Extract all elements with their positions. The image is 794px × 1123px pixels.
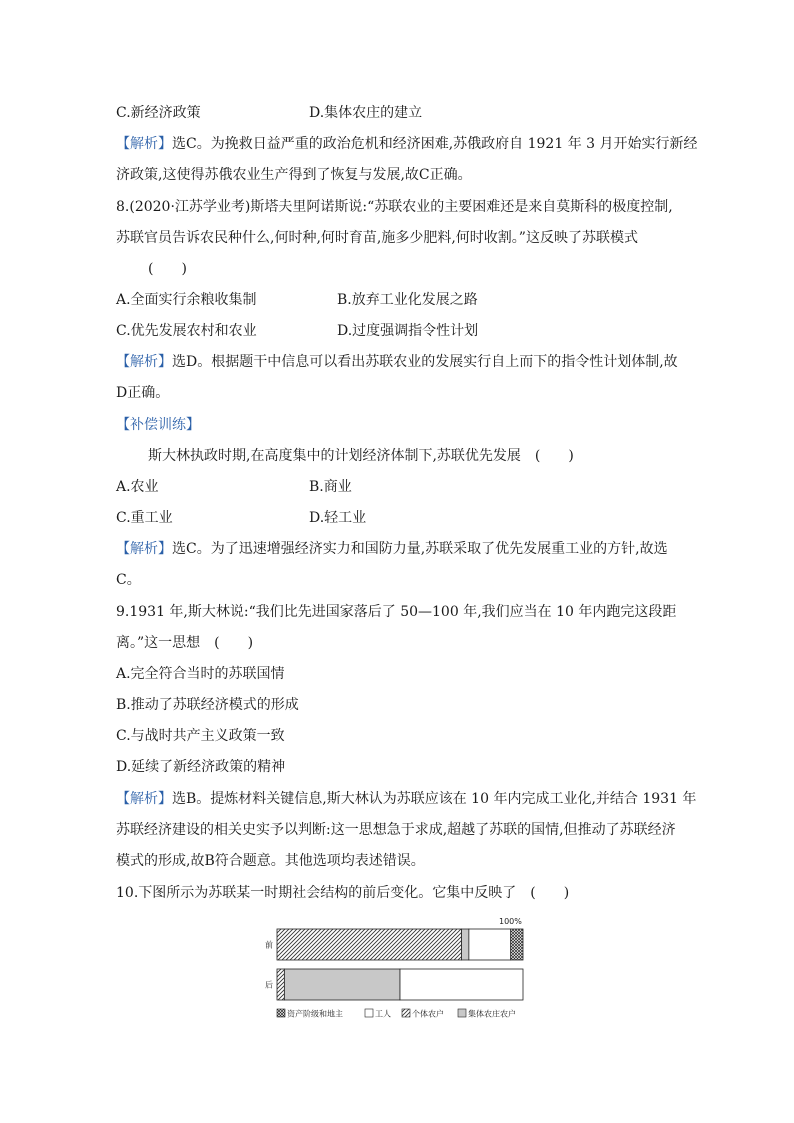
q8-stem-line2: 苏联官员告诉农民种什么,何时种,何时育苗,施多少肥料,何时收割。”这反映了苏联模式: [116, 230, 638, 246]
q10-stem: 10.下图所示为苏联某一时期社会结构的前后变化。它集中反映了 ( ): [116, 885, 570, 901]
category-label: 前: [265, 940, 273, 950]
bar-segment: [400, 969, 523, 1000]
q8-option-c: C.优先发展农村和农业: [116, 323, 257, 339]
q9-option-c: C.与战时共产主义政策一致: [116, 728, 285, 744]
analysis-tag: 【解析】: [116, 541, 172, 557]
top-percent-label: 100%: [499, 917, 522, 926]
analysis-tag: 【解析】: [116, 354, 172, 370]
category-label: 后: [265, 980, 273, 990]
analysis-text: 选B。提炼材料关键信息,斯大林认为苏联应该在 10 年内完成工业化,并结合 1931 年: [172, 791, 697, 807]
q9-analysis-line1: [116, 789, 696, 809]
chart-svg: [255, 915, 545, 1025]
q7-option-c: C.新经济政策: [116, 105, 201, 121]
q7-analysis-line1: [116, 134, 698, 154]
q9-stem-line1: 9.1931 年,斯大林说:“我们比先进国家落后了 50—100 年,我们应当在 10 年内跑完这段距: [116, 604, 677, 620]
supplement-option-d: D.轻工业: [309, 510, 367, 526]
q9-stem-line2: 离。”这一思想 ( ): [116, 635, 254, 651]
legend-swatch: [458, 1009, 466, 1017]
q8-analysis-line2: D正确。: [116, 385, 170, 401]
bar-segment: [511, 929, 523, 960]
q9-option-b: B.推动了苏联经济模式的形成: [116, 697, 299, 713]
q8-answer-blank: ( ): [148, 261, 187, 277]
legend-swatch: [277, 1009, 285, 1017]
supplement-option-a: A.农业: [116, 479, 159, 495]
supplement-analysis-line1: [116, 539, 668, 559]
bar-segment: [462, 929, 469, 960]
bar-segment: [284, 969, 400, 1000]
q8-analysis-line1: [116, 352, 678, 372]
legend-label: 资产阶级和地主: [287, 1009, 343, 1019]
q9-option-d: D.延续了新经济政策的精神: [116, 759, 286, 775]
bar-segment: [277, 969, 284, 1000]
q8-option-b: B.放弃工业化发展之路: [337, 292, 478, 308]
legend-label: 集体农庄农户: [468, 1009, 516, 1019]
legend-label: 个体农户: [412, 1009, 444, 1019]
bar-segment: [277, 929, 462, 960]
analysis-tag: 【解析】: [116, 136, 172, 152]
bar-segment: [469, 929, 511, 960]
analysis-text: 选D。根据题干中信息可以看出苏联农业的发展实行自上而下的指令性计划体制,故: [172, 354, 678, 370]
legend-swatch: [365, 1009, 373, 1017]
supplement-heading: 【补偿训练】: [116, 417, 200, 433]
supplement-option-c: C.重工业: [116, 510, 173, 526]
supplement-option-b: B.商业: [309, 479, 352, 495]
q7-option-d: D.集体农庄的建立: [309, 105, 423, 121]
q8-option-a: A.全面实行余粮收集制: [116, 292, 257, 308]
social-structure-chart: [255, 915, 545, 1025]
q7-analysis-line2: 济政策,这使得苏俄农业生产得到了恢复与发展,故C正确。: [116, 167, 472, 183]
q8-stem-line1: 8.(2020·江苏学业考)斯塔夫里阿诺斯说:“苏联农业的主要困难还是来自莫斯科的极度控制,: [116, 199, 673, 215]
analysis-tag: 【解析】: [116, 791, 172, 807]
q9-analysis-line2: 苏联经济建设的相关史实予以判断:这一思想急于求成,超越了苏联的国情,但推动了苏联经济: [116, 822, 676, 838]
supplement-stem: 斯大林执政时期,在高度集中的计划经济体制下,苏联优先发展 ( ): [148, 448, 574, 464]
supplement-analysis-line2: C。: [116, 572, 141, 588]
q9-analysis-line3: 模式的形成,故B符合题意。其他选项均表述错误。: [116, 853, 425, 869]
q9-option-a: A.完全符合当时的苏联国情: [116, 666, 285, 682]
analysis-text: 选C。为挽救日益严重的政治危机和经济困难,苏俄政府自 1921 年 3 月开始实行新经: [172, 136, 698, 152]
legend-label: 工人: [375, 1009, 391, 1019]
legend-swatch: [402, 1009, 410, 1017]
analysis-text: 选C。为了迅速增强经济实力和国防力量,苏联采取了优先发展重工业的方针,故选: [172, 541, 668, 557]
q8-option-d: D.过度强调指令性计划: [337, 323, 479, 339]
